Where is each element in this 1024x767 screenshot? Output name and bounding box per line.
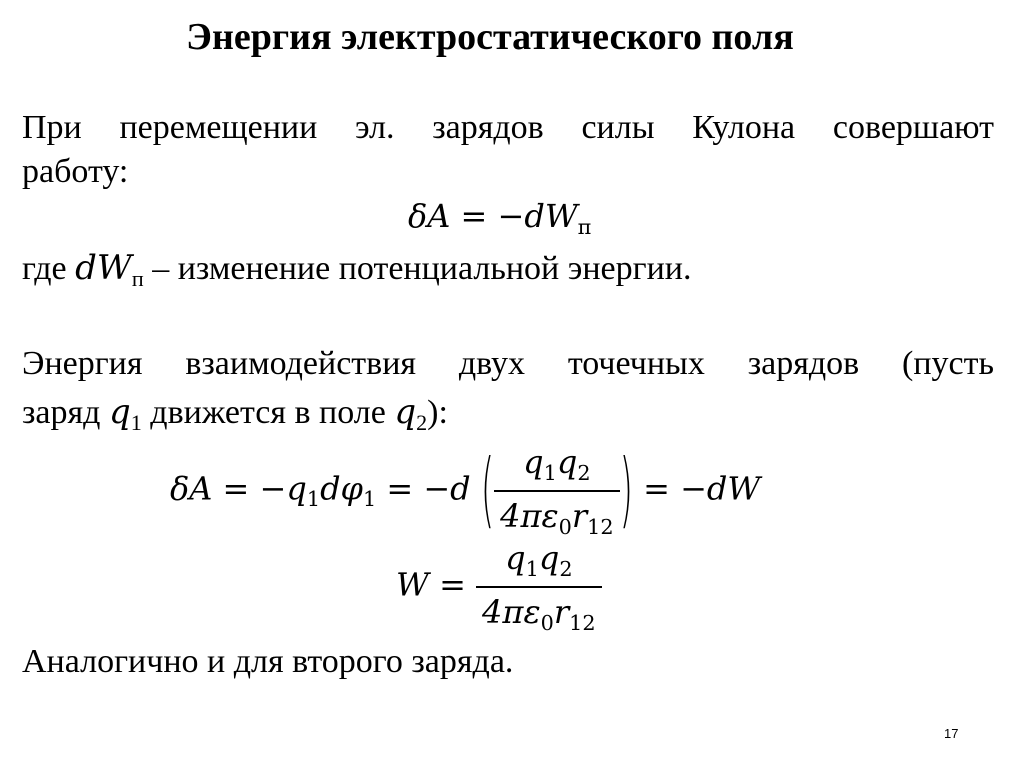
eq2-part4: = −dW	[643, 469, 761, 508]
eq3-lhs: W =	[396, 565, 466, 604]
where-var: dW	[75, 248, 132, 288]
where-line	[22, 246, 691, 294]
eq1-equals: =	[460, 197, 488, 235]
eq3-denominator: $4\pi\varepsilon_0r_{12}$	[482, 593, 596, 635]
eq2-part2-subscript: 1	[362, 487, 377, 512]
equation-work	[408, 196, 592, 240]
charge-q2-subscript: 2	[416, 410, 428, 436]
eq1-rhs: −dW	[497, 197, 578, 235]
equation-energy-derivation	[170, 442, 760, 540]
eq2-part3: = −d	[376, 469, 471, 508]
eq2-part2: dφ	[320, 469, 363, 508]
charge-q1: q	[108, 392, 131, 432]
eq2-part1-subscript: 1	[306, 487, 321, 512]
interaction-suffix: ):	[427, 394, 448, 431]
eq3-numerator: $q_1q_2$	[476, 538, 602, 588]
where-var-subscript: п	[131, 266, 144, 292]
interaction-prefix: заряд	[22, 394, 109, 431]
eq2-fraction	[494, 442, 620, 540]
equation-energy	[396, 538, 602, 636]
charge-q1-subscript: 1	[130, 410, 142, 436]
eq2-numerator: $q_1q_2$	[494, 442, 620, 492]
slide-title: Энергия электростатического поля	[186, 16, 794, 58]
eq3-fraction	[476, 538, 602, 636]
interaction-middle: движется в поле	[141, 394, 395, 431]
eq2-part1: δA = −q	[170, 469, 307, 508]
page-number: 17	[944, 726, 959, 741]
intro-line-2: работу:	[22, 153, 129, 190]
intro-line-1: При перемещении эл. зарядов силы Кулона совершают	[22, 109, 994, 146]
charge-q2: q	[394, 392, 417, 432]
conclusion-text: Аналогично и для второго заряда.	[22, 643, 514, 680]
right-paren: )	[619, 443, 633, 539]
eq1-lhs: δA	[408, 197, 451, 235]
eq2-denominator: $4\pi\varepsilon_0r_{12}$	[500, 497, 614, 539]
interaction-line-1: Энергия взаимодействия двух точечных зарядов (пусть	[22, 345, 994, 382]
eq1-rhs-subscript: п	[577, 214, 592, 239]
left-paren: (	[480, 443, 495, 539]
interaction-line-2	[22, 390, 448, 438]
where-text: – изменение потенциальной энергии.	[143, 250, 692, 287]
where-prefix: где	[22, 250, 76, 287]
